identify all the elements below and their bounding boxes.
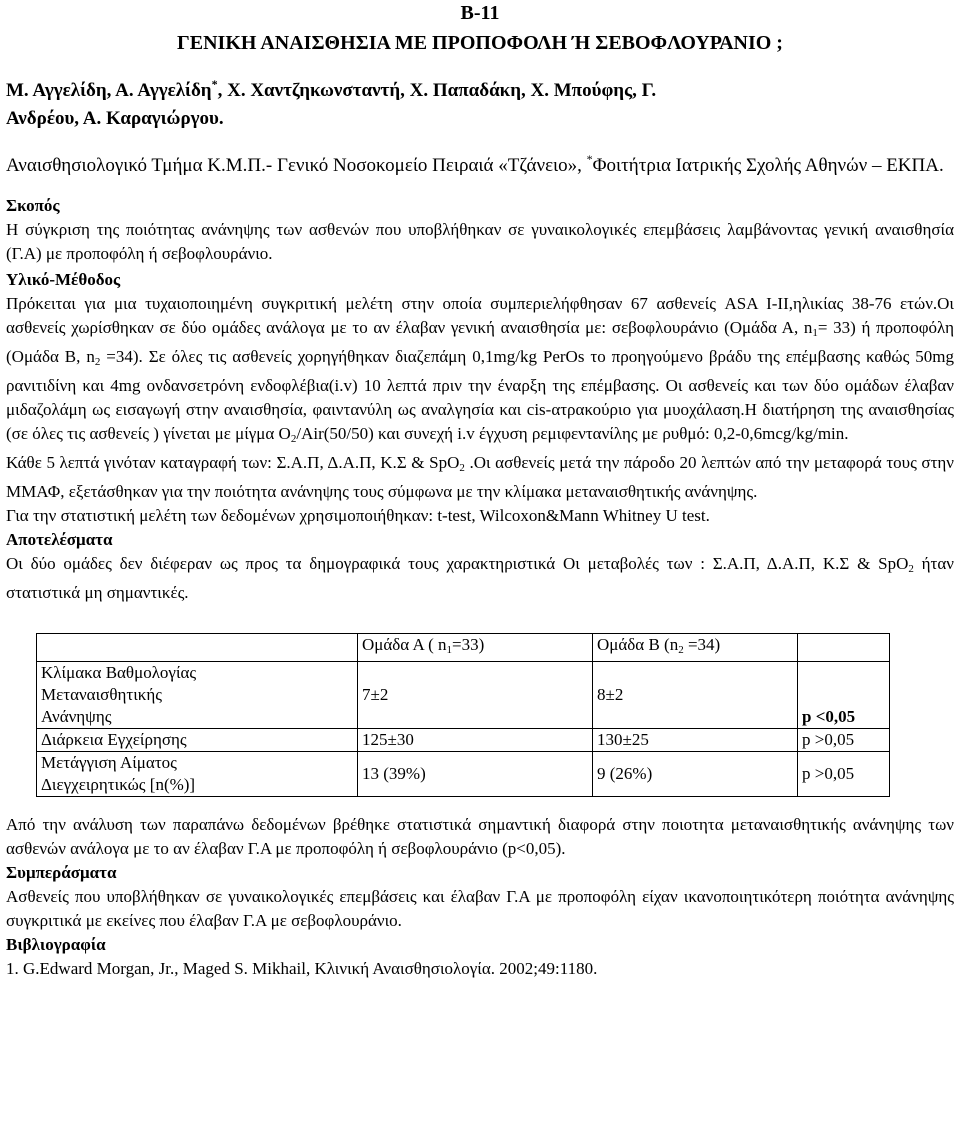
methods-t4: /Air(50/50) και συνεχή i.v έγχυση ρεμιφεντανίλης με ρυθμό: 0,2-0,6mcg/kg/min. <box>296 424 849 443</box>
table-cell-p: p >0,05 <box>798 729 890 752</box>
methods-t3: =34). Σε όλες τις ασθενείς χορηγήθηκαν διαζεπάμη 0,1mg/kg PerOs το προηγούμενο βράδυ της επέμβασης καθώς 50mg ρανιτιδίνη και 4mg ονδανσετρόνη ενδοφλέβια(i.v) 10 λεπτά πριν την έναρξη της επέμβασης. Οι ασθενείς και των δύο ομάδων έλαβαν μιδαζολάμη ως εισαγωγή στην αναισθησία, φαιντανύλη ως αναλγησία και cis-ατρακούριο για μυοχάλαση.Η διατήρηση της αναισθησίας (σε όλες τις ασθενείς ) γίνεται με μίγμα O <box>6 347 954 443</box>
abstract-page <box>6 0 954 981</box>
table-row <box>37 752 890 797</box>
methods-t5: Κάθε 5 λεπτά γινόταν καταγραφή των: Σ.Α.Π, Δ.Α.Π, Κ.Σ & SpO <box>6 453 460 472</box>
abstract-code: B-11 <box>460 2 500 24</box>
bibliography-ref1: 1. G.Edward Morgan, Jr., Maged S. Mikhail, Κλινική Αναισθησιολογία. 2002;49:1180. <box>6 959 598 978</box>
aim-text: Η σύγκριση της ποιότητας ανάνηψης των ασθενών που υποβλήθηκαν σε γυναικολογικές επεμβάσεις λαμβάνοντας γενική αναισθησία (Γ.Α) με προποφόλη ή σεβοφλουράνιο. <box>6 220 954 263</box>
methods-text <box>6 292 954 451</box>
methods-t2: = 33) ή προποφόλη (Ομάδα Β, n <box>6 318 954 366</box>
methods-t1: Πρόκειται για μια τυχαιοποιημένη συγκριτική μελέτη στην οποία συμπεριελήφθησαν 67 ασθενείς ASA I-II,ηλικίας 38-76 ετών.Οι ασθενείς χωρίσθηκαν σε δύο ομάδες ανάλογα με το αν έλαβαν γενική αναισθησία με: σεβοφλουράνιο (Ομάδα Α, n <box>6 294 954 337</box>
results-table <box>36 633 890 797</box>
table-header-group-a: Ομάδα Α ( $n_1=33$) <box>358 634 593 662</box>
authors-star: * <box>211 77 218 91</box>
table-cell-a: 125±30 <box>358 729 593 752</box>
methods-sub3: 2 <box>290 433 297 445</box>
affiliation-part1: Αναισθησιολογικό Τμήμα Κ.Μ.Π.- Γενικό Νοσοκομείο Πειραιά «Τζάνειο», <box>6 155 587 176</box>
affiliation-part2: Φοιτήτρια Ιατρικής Σχολής Αθηνών – ΕΚΠΑ. <box>592 155 944 176</box>
authors-line1a: Μ. Αγγελίδη, Α. Αγγελίδη <box>6 80 212 101</box>
conclusions-text: Ασθενείς που υποβλήθηκαν σε γυναικολογικές επεμβάσεις και έλαβαν Γ.Α με προποφόλη είχαν ικανοποιητικότερη ποιότητα ανάνηψης συγκριτικά με εκείνες που έλαβαν Γ.Α με σεβοφλουράνιο. <box>6 887 954 930</box>
results-t2: ήταν στατιστικά μη σημαντικές. <box>6 554 954 602</box>
methods-sub1: 1 <box>812 327 818 339</box>
affiliation-star: * <box>586 152 593 166</box>
table-cell-p: p >0,05 <box>798 752 890 797</box>
table-header-row <box>37 634 890 662</box>
table-header-group-b: Ομάδα Β $(n_2 =34)$ <box>593 634 798 662</box>
results-t1: Οι δύο ομάδες δεν διέφεραν ως προς τα δημογραφικά τους χαρακτηριστικά Οι μεταβολές των : Σ.Α.Π, Δ.Α.Π, Κ.Σ & SpO <box>6 554 909 573</box>
table-row <box>37 662 890 729</box>
table-cell-label: Κλίμακα Βαθμολογίας Μεταναισθητικής Ανάνηψης <box>37 662 358 729</box>
authors <box>6 70 954 133</box>
methods-monitoring <box>6 451 954 504</box>
table-cell-a: 7±2 <box>358 662 593 729</box>
table-cell-a: 13 (39%) <box>358 752 593 797</box>
table-header-empty <box>37 634 358 662</box>
abstract-title: ΓΕΝΙΚΗ ΑΝΑΙΣΘΗΣΙΑ ΜΕ ΠΡΟΠΟΦΟΛΗ Ή ΣΕΒΟΦΛΟΥΡΑΝΙΟ ; <box>177 32 783 54</box>
table-cell-label: Μετάγγιση Αίματος Διεγχειρητικώς [n(%)] <box>37 752 358 797</box>
methods-t6: .Οι ασθενείς μετά την πάροδο 20 λεπτών από την μεταφορά τους στην ΜΜΑΦ, εξετάσθηκαν για την ποιότητα ανάνηψης τους σύμφωνα με την κλίμακα μεταναισθητικής ανάνηψης. <box>6 453 954 501</box>
methods-heading: Υλικό-Μέθοδος <box>6 270 121 289</box>
table-cell-b: 130±25 <box>593 729 798 752</box>
table-cell-label: Διάρκεια Εγχείρησης <box>37 729 358 752</box>
authors-line1b: , Χ. Χαντζηκωνσταντή, Χ. Παπαδάκη, Χ. Μπούφης, Γ. <box>217 80 657 101</box>
results-heading: Αποτελέσματα <box>6 530 113 549</box>
bibliography-heading: Βιβλιογραφία <box>6 935 106 954</box>
authors-line2: Ανδρέου, Α. Καραγιώργου. <box>6 108 224 129</box>
affiliation <box>6 145 954 180</box>
analysis-text: Από την ανάλυση των παραπάνω δεδομένων βρέθηκε στατιστικά σημαντική διαφορά στην ποιοτητα μεταναισθητικής ανάνηψης των ασθενών ανάλογα με το αν έλαβαν Γ.Α με προποφόλη ή σεβοφλουράνιο (p<0,05). <box>6 815 954 858</box>
table-header-p <box>798 634 890 662</box>
results-text <box>6 552 954 605</box>
results-sub1: 2 <box>908 563 914 575</box>
table-row <box>37 729 890 752</box>
methods-sub2: 2 <box>94 356 101 368</box>
conclusions-heading: Συμπεράσματα <box>6 863 117 882</box>
aim-heading: Σκοπός <box>6 196 60 215</box>
methods-sub5: 2 <box>459 462 465 474</box>
table-cell-b: 9 (26%) <box>593 752 798 797</box>
methods-statistics: Για την στατιστική μελέτη των δεδομένων χρησιμοποιήθηκαν: t-test, Wilcoxon&Mann Whitney U test. <box>6 506 710 525</box>
table-cell-p: p <0,05 <box>798 662 890 729</box>
table-cell-b: 8±2 <box>593 662 798 729</box>
